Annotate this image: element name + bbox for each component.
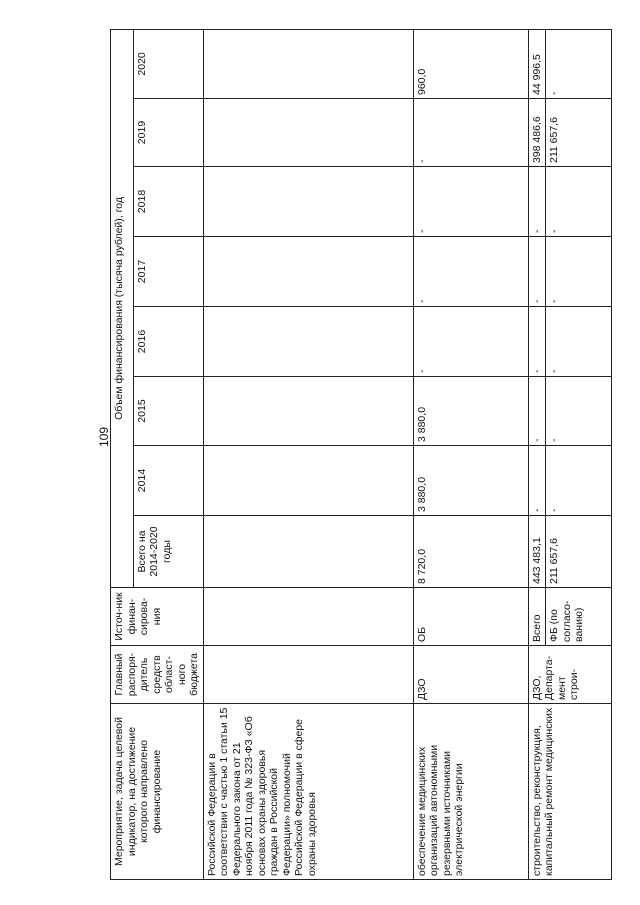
activity-cell: строительство, реконструкция, капитальный ремонт медицинских — [528, 704, 612, 880]
year-2020-cell: 960,0 — [413, 29, 528, 98]
header-activity: Мероприятие, задача целевой индикатор, на достижение которого направлено финансирование — [111, 704, 204, 880]
table-row — [203, 29, 413, 879]
year-2017-cell: - — [546, 237, 612, 307]
year-2016-cell — [203, 307, 413, 377]
header-source: Источ-ник финан-сирова-ния — [111, 588, 204, 646]
table-row — [528, 29, 546, 879]
year-2018-cell: - — [528, 167, 546, 237]
header-year-2019: 2019 — [133, 99, 203, 167]
rotated-table-container — [110, 30, 605, 880]
administrator-cell: ДЗО — [413, 646, 528, 704]
total-cell: 443 483,1 — [528, 516, 546, 588]
year-2016-cell: - — [528, 307, 546, 377]
header-year-2018: 2018 — [133, 167, 203, 237]
total-cell: 8 720,0 — [413, 516, 528, 588]
year-2018-cell: - — [546, 167, 612, 237]
year-2016-cell: - — [413, 307, 528, 377]
header-funding-group: Объем финансирования (тысяча рублей), год — [111, 29, 134, 587]
header-year-2016: 2016 — [133, 307, 203, 377]
year-2018-cell: - — [413, 167, 528, 237]
year-2017-cell: - — [413, 237, 528, 307]
year-2015-cell: - — [546, 377, 612, 446]
source-cell: ФБ (по согласо-ванию) — [546, 588, 612, 646]
header-administrator: Главный распоря-дитель средств област-ного бюджета — [111, 646, 204, 704]
year-2017-cell — [203, 237, 413, 307]
year-2014-cell — [203, 446, 413, 516]
administrator-cell: ДЗО, Департа-мент строи- — [528, 646, 612, 704]
year-2019-cell — [203, 99, 413, 167]
header-year-2014: 2014 — [133, 446, 203, 516]
year-2019-cell: 211 657,6 — [546, 99, 612, 167]
year-2015-cell: - — [528, 377, 546, 446]
header-year-2015: 2015 — [133, 377, 203, 446]
header-total: Всего на 2014-2020 годы — [133, 516, 203, 588]
year-2016-cell: - — [546, 307, 612, 377]
year-2015-cell — [203, 377, 413, 446]
source-cell: ОБ — [413, 588, 528, 646]
year-2020-cell: - — [546, 29, 612, 98]
activity-cell: обеспечение медицинских организаций автономными резервными источниками электрической энергии — [413, 704, 528, 880]
header-year-2017: 2017 — [133, 237, 203, 307]
year-2017-cell: - — [528, 237, 546, 307]
source-cell — [203, 588, 413, 646]
year-2020-cell: 44 996,5 — [528, 29, 546, 98]
year-2014-cell: - — [546, 446, 612, 516]
year-2014-cell: - — [528, 446, 546, 516]
total-cell: 211 657,6 — [546, 516, 612, 588]
year-2015-cell: 3 880,0 — [413, 377, 528, 446]
page-number: 109 — [97, 426, 111, 448]
year-2014-cell: 3 880,0 — [413, 446, 528, 516]
table-row — [413, 29, 528, 879]
year-2019-cell: 398 486,6 — [528, 99, 546, 167]
activity-cell: Российской Федерации в соответствии с частью 1 статьи 15 Федерального закона от 21 ноября 2011 года № 323-ФЗ «Об основах охраны здоровья граждан в Российской Федерации» полномочий Российской Федерации в сфере охраны здоровья — [203, 704, 413, 880]
total-cell — [203, 516, 413, 588]
administrator-cell — [203, 646, 413, 704]
source-cell: Всего — [528, 588, 546, 646]
year-2018-cell — [203, 167, 413, 237]
funding-table — [110, 29, 612, 880]
header-year-2020: 2020 — [133, 29, 203, 98]
year-2019-cell: - — [413, 99, 528, 167]
year-2020-cell — [203, 29, 413, 98]
